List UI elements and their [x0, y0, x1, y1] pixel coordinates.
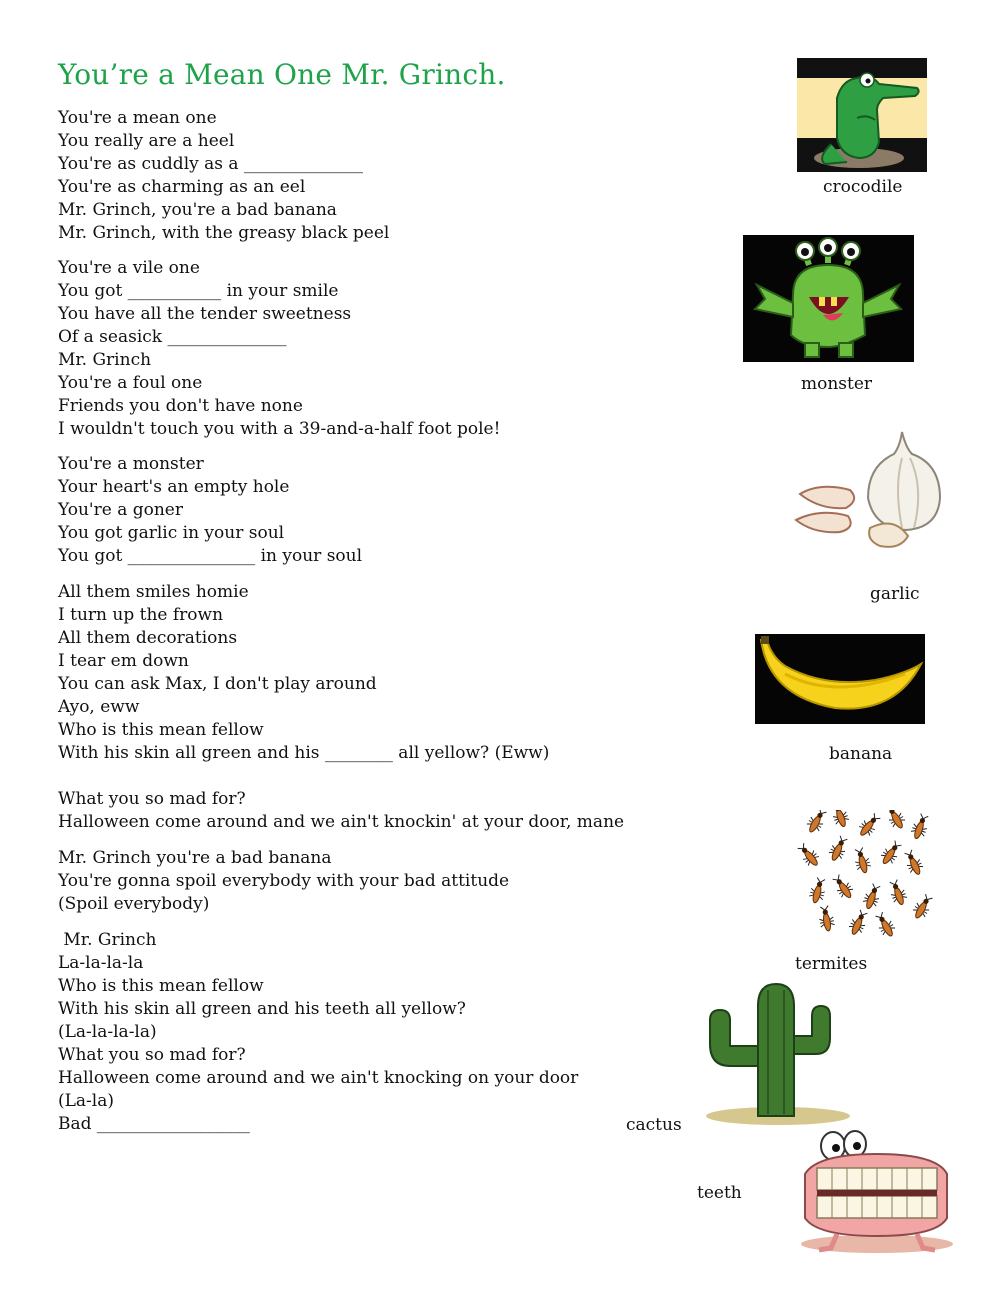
lyric-line: La-la-la-la — [58, 953, 144, 973]
lyric-line: You really are a heel — [58, 131, 235, 151]
lyric-line: You have all the tender sweetness — [58, 304, 352, 324]
lyric-line: You got ___________ in your smile — [58, 281, 339, 301]
termite-icon — [808, 877, 828, 905]
lyrics-stanza-7 — [58, 929, 578, 1136]
lyric-line: I turn up the frown — [58, 605, 224, 625]
lyric-line: All them decorations — [58, 628, 238, 648]
termite-icon — [878, 839, 904, 868]
lyric-line: You're as cuddly as a ______________ — [58, 154, 363, 174]
lyric-line: Bad __________________ — [58, 1114, 250, 1134]
lyric-line: Mr. Grinch, with the greasy black peel — [58, 223, 390, 243]
lyrics-stanza-4 — [58, 581, 549, 765]
worksheet-title: You’re a Mean One Mr. Grinch. — [58, 58, 506, 91]
lyrics-stanza-5 — [58, 788, 624, 834]
lyric-line: You're as charming as an eel — [58, 177, 306, 197]
lyric-line: You got _______________ in your soul — [58, 546, 363, 566]
termite-icon — [902, 849, 925, 878]
termite-icon — [830, 873, 856, 902]
word-bank-termites: termites — [795, 954, 868, 974]
lyric-line: I tear em down — [58, 651, 189, 671]
lyric-line: What you so mad for? — [58, 789, 246, 809]
termite-icon — [827, 835, 850, 864]
lyric-line: You're a goner — [58, 500, 183, 520]
termite-icon — [797, 841, 822, 869]
lyrics-stanza-1 — [58, 107, 389, 245]
termite-icon — [847, 909, 870, 938]
lyrics-stanza-6 — [58, 847, 509, 916]
lyric-line: Halloween come around and we ain't knocking on your door — [58, 1068, 579, 1088]
termite-icon — [909, 813, 931, 841]
monster-picture — [743, 235, 914, 362]
termite-icon — [856, 811, 883, 839]
word-bank-crocodile: crocodile — [823, 177, 903, 197]
lyric-line: You're a vile one — [58, 258, 200, 278]
lyric-line: I wouldn't touch you with a 39-and-a-half foot pole! — [58, 419, 501, 439]
lyric-line: Mr. Grinch you're a bad banana — [58, 848, 332, 868]
termite-icon — [873, 911, 898, 940]
lyric-line: Your heart's an empty hole — [58, 477, 290, 497]
lyric-line: (La-la-la-la) — [58, 1022, 157, 1042]
lyric-line: Who is this mean fellow — [58, 720, 264, 740]
termite-icon — [852, 847, 872, 875]
garlic-picture — [790, 428, 950, 558]
lyric-line: What you so mad for? — [58, 1045, 246, 1065]
lyric-line: (Spoil everybody) — [58, 894, 210, 914]
lyric-line: Mr. Grinch — [58, 350, 152, 370]
termite-icon — [883, 810, 908, 831]
word-bank-garlic: garlic — [870, 584, 920, 604]
termites-picture — [797, 810, 937, 944]
lyric-line: Who is this mean fellow — [58, 976, 264, 996]
termite-icon — [887, 879, 909, 907]
lyric-line: With his skin all green and his teeth all yellow? — [58, 999, 466, 1019]
lyric-line: All them smiles homie — [58, 582, 249, 602]
lyric-line: You're a foul one — [58, 373, 203, 393]
lyrics-stanza-3 — [58, 453, 362, 568]
termite-icon — [804, 810, 829, 835]
teeth-picture — [797, 1126, 957, 1256]
termite-icon — [910, 893, 935, 922]
word-bank-teeth: teeth — [697, 1183, 742, 1203]
lyric-line: Halloween come around and we ain't knockin' at your door, mane — [58, 812, 625, 832]
termite-icon — [861, 883, 883, 911]
banana-picture — [755, 634, 925, 724]
crocodile-picture — [797, 58, 927, 172]
lyric-line: You're a monster — [58, 454, 204, 474]
lyric-line: You got garlic in your soul — [58, 523, 285, 543]
lyrics-stanza-2 — [58, 257, 500, 441]
lyric-line: Of a seasick ______________ — [58, 327, 287, 347]
lyric-line: With his skin all green and his ________ all yellow? (Eww) — [58, 743, 550, 763]
word-bank-monster: monster — [801, 374, 873, 394]
lyric-line: You can ask Max, I don't play around — [58, 674, 377, 694]
lyric-line: Mr. Grinch, you're a bad banana — [58, 200, 337, 220]
termite-icon — [829, 810, 851, 829]
cactus-picture — [700, 976, 850, 1126]
lyric-line: Friends you don't have none — [58, 396, 303, 416]
lyric-line: Ayo, eww — [58, 697, 140, 717]
lyric-line: (La-la) — [58, 1091, 115, 1111]
word-bank-cactus: cactus — [626, 1115, 682, 1135]
word-bank-banana: banana — [829, 744, 893, 764]
termite-icon — [817, 905, 835, 932]
lyric-line: Mr. Grinch — [58, 930, 157, 950]
lyric-line: You're gonna spoil everybody with your bad attitude — [58, 871, 510, 891]
lyric-line: You're a mean one — [58, 108, 217, 128]
